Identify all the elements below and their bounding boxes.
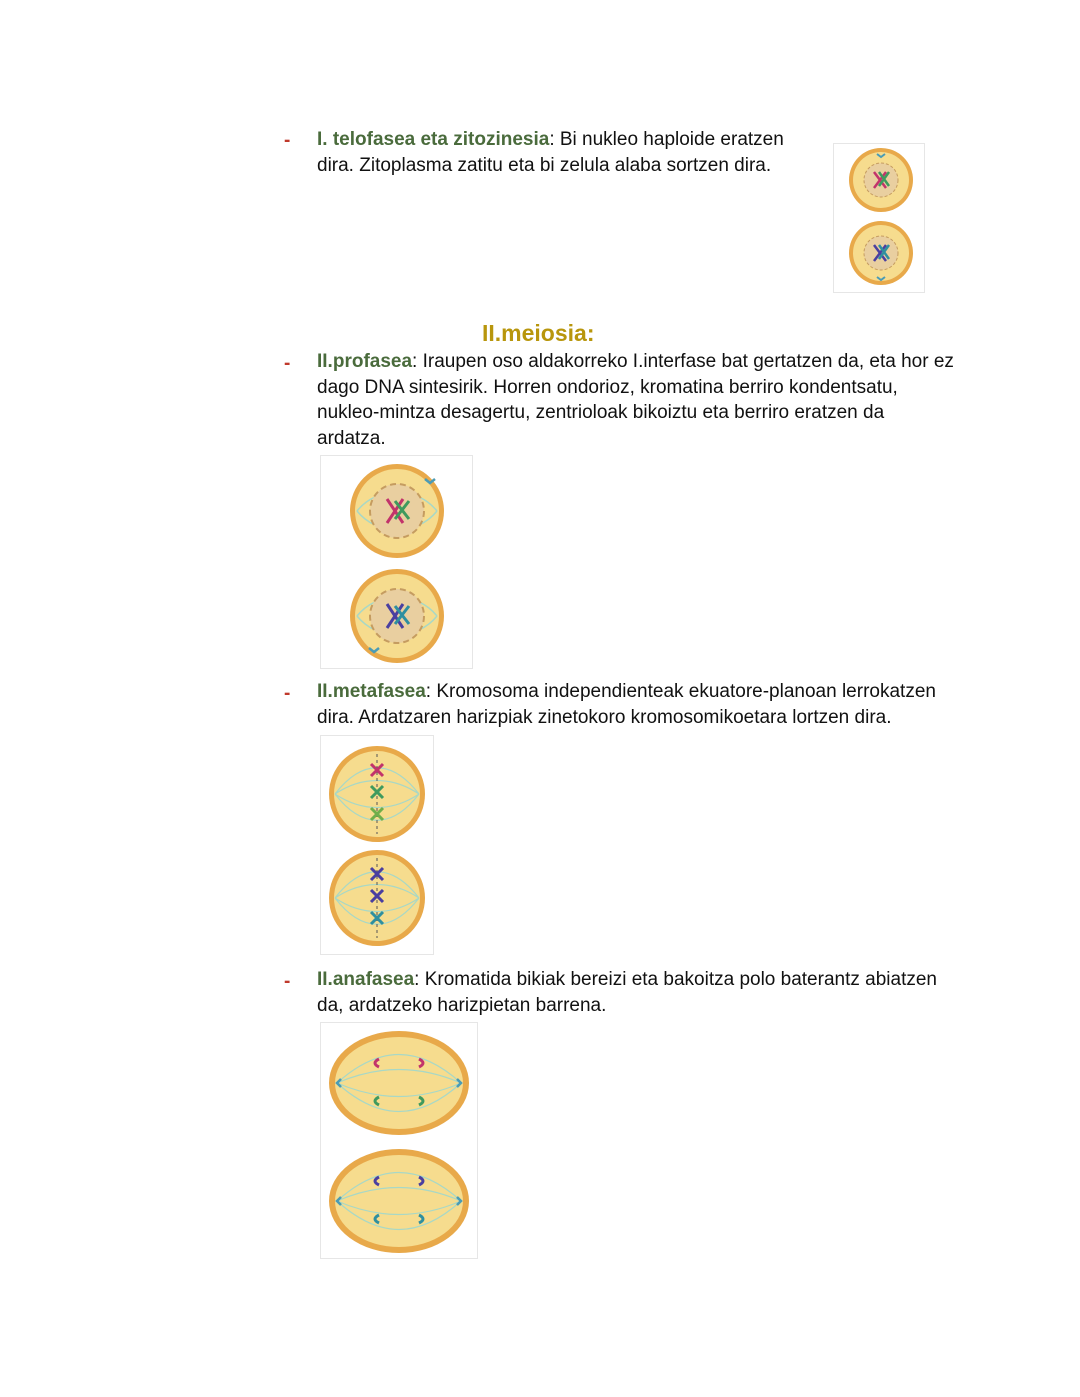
bullet-marker: -	[284, 971, 291, 992]
section-heading: II.meiosia:	[482, 320, 595, 346]
metafasea-figure	[320, 735, 434, 955]
metafasea-paragraph	[317, 679, 967, 730]
telofase-figure	[833, 143, 925, 293]
anafasea-text: : Kromatida bikiak bereizi eta bakoitza polo baterantz abiatzen da, ardatzeko harizpietan barrena.	[317, 969, 937, 1016]
telofase-term: I. telofasea eta zitozinesia	[317, 129, 550, 150]
metafasea-term: II.metafasea	[317, 681, 426, 702]
bullet-marker: -	[284, 353, 291, 374]
telofase-paragraph	[317, 127, 807, 178]
profasea-paragraph	[317, 349, 957, 451]
bullet-marker: -	[284, 683, 291, 704]
profasea-figure	[320, 455, 473, 669]
profasea-term: II.profasea	[317, 351, 413, 372]
telofase-text: : Bi nukleo haploide eratzen dira. Zitoplasma zatitu eta bi zelula alaba sortzen dira.	[317, 129, 784, 176]
anafasea-term: II.anafasea	[317, 969, 415, 990]
bullet-marker: -	[284, 130, 291, 151]
profasea-text: : Iraupen oso aldakorreko I.interfase bat gertatzen da, eta hor ez dago DNA sintesirik. Horren ondorioz, kromatina berriro kondentsatu, nukleo-mintza desagertu, zentrioloak bikoiztu eta berriro eratzen da ardatza.	[317, 351, 954, 449]
anafasea-paragraph	[317, 967, 967, 1018]
anafasea-figure	[320, 1022, 478, 1259]
metafasea-text: : Kromosoma independienteak ekuatore-planoan lerrokatzen dira. Ardatzaren harizpiak zinetokoro kromosomikoetara lortzen dira.	[317, 681, 936, 728]
